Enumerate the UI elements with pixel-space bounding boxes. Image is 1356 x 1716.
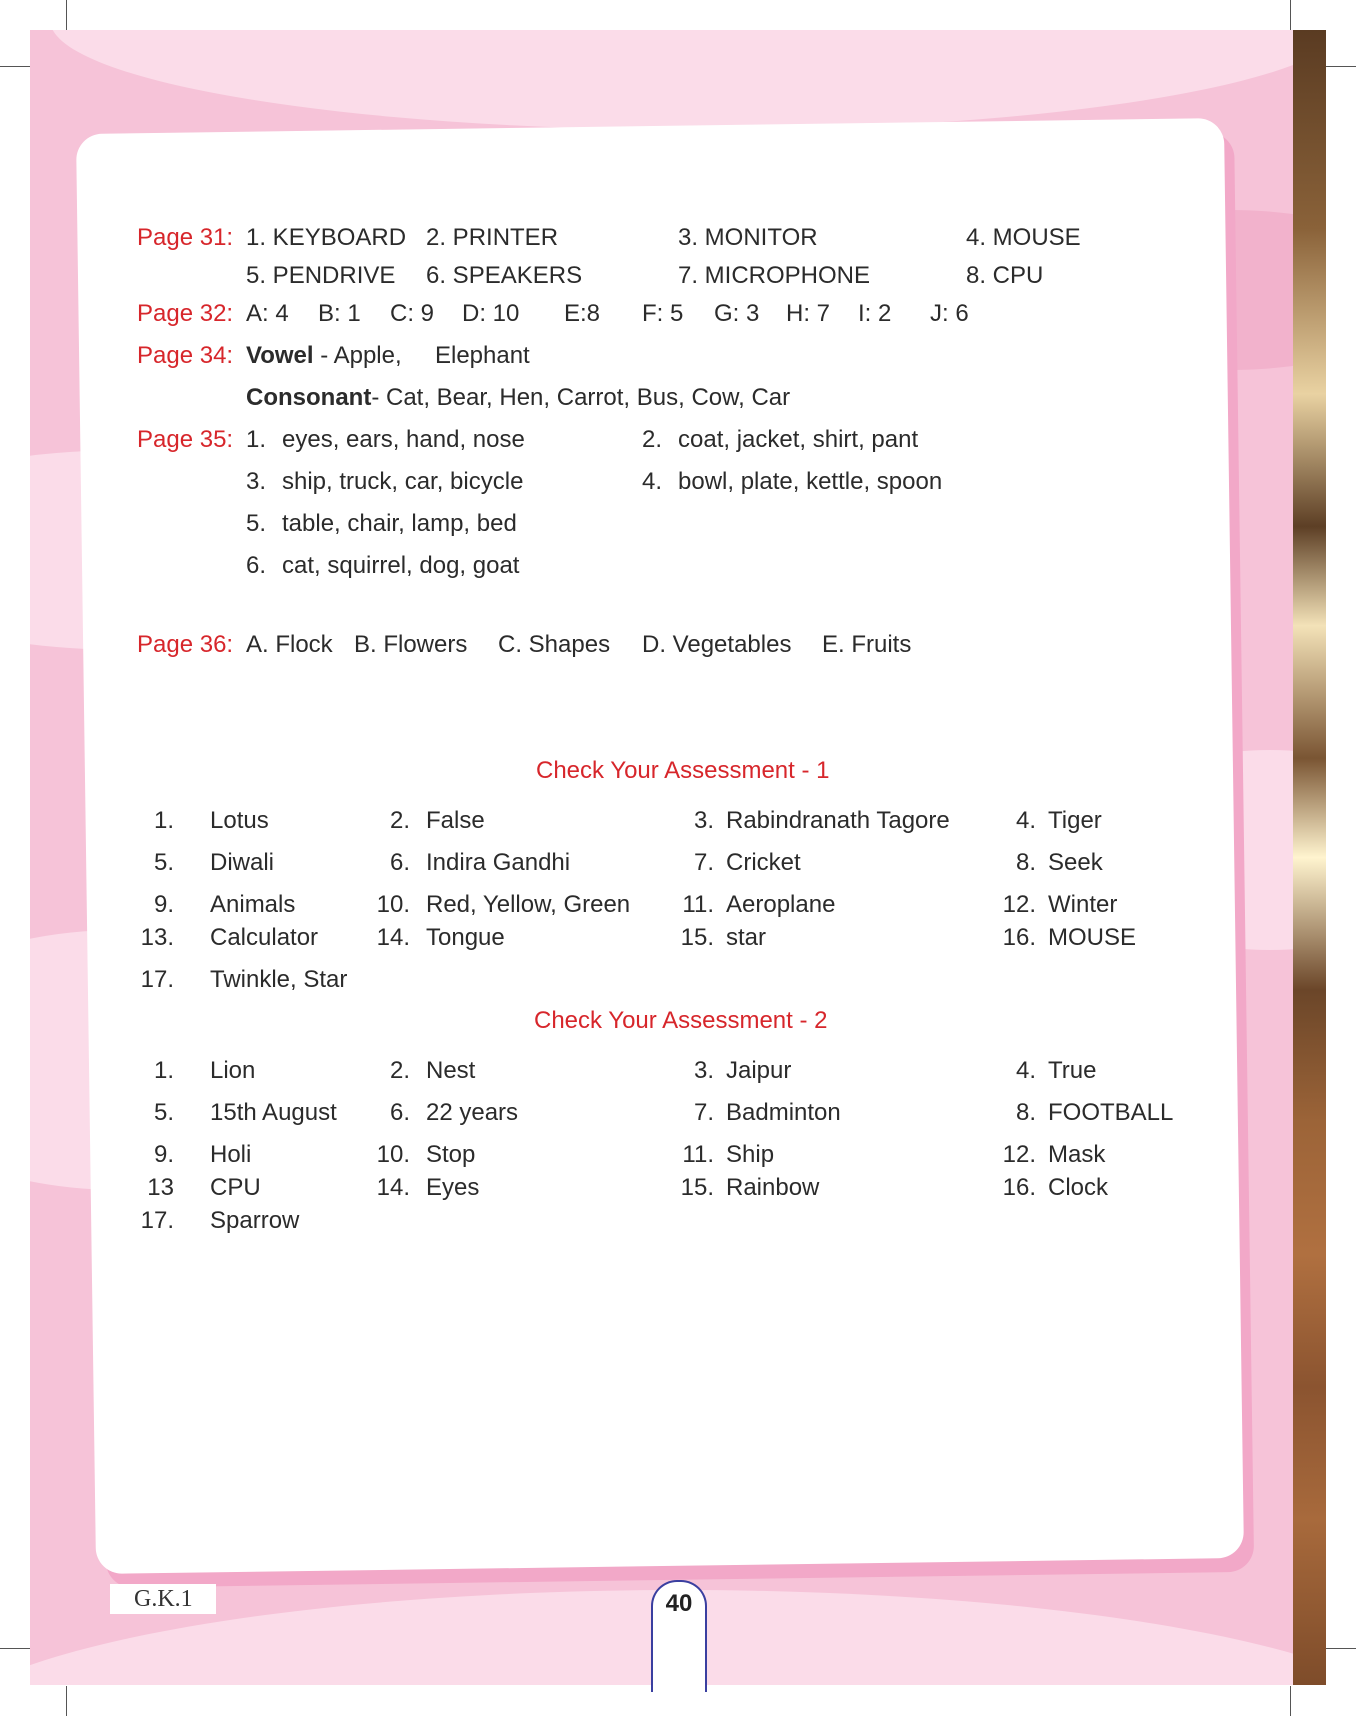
answer-item: 22 years [426,1099,519,1126]
item-number: 11. [682,891,714,918]
item-number: 2. [389,1057,410,1084]
answer-item: Badminton [726,1099,841,1126]
answer-item: Holi [210,1141,252,1168]
item-number: 1. [246,426,267,453]
item-number: 4. [642,468,663,495]
answer-item: Tiger [1048,807,1102,834]
answer-item: A: 4 [246,300,289,327]
answer-item: Stop [426,1141,476,1168]
answer-item: Tongue [426,924,505,951]
item-number: 2. [389,807,410,834]
answer-item: 6. SPEAKERS [426,262,583,289]
answer-item: Twinkle, Star [210,966,348,993]
consonant-line [246,383,790,413]
answer-item: Cricket [726,849,801,876]
item-number: 1. [153,807,174,834]
item-number: 15. [680,924,714,951]
answer-item: table, chair, lamp, bed [282,510,517,537]
answer-item: Eyes [426,1174,480,1201]
answer-item: Animals [210,891,296,918]
page-number: 40 [651,1580,707,1692]
answer-item: True [1048,1057,1097,1084]
answer-item: 4. MOUSE [966,224,1081,251]
answer-item: 2. PRINTER [426,224,559,251]
item-number: 7. [693,1099,714,1126]
answer-item: 8. CPU [966,262,1044,289]
answer-item: Clock [1048,1174,1109,1201]
answer-item: cat, squirrel, dog, goat [282,552,520,579]
answer-item: Lion [210,1057,256,1084]
answer-item: H: 7 [786,300,831,327]
item-number: 8. [1015,849,1036,876]
item-number: 2. [642,426,663,453]
item-number: 12. [1002,891,1036,918]
answer-item: Sparrow [210,1207,300,1234]
answer-item: Ship [726,1141,775,1168]
answer-item: I: 2 [858,300,892,327]
section-heading: Check Your Assessment - 1 [536,757,830,784]
answer-item: bowl, plate, kettle, spoon [678,468,943,495]
item-number: 17. [140,966,174,993]
answer-item: J: 6 [930,300,969,327]
item-number: 3. [693,807,714,834]
item-number: 16. [1002,1174,1036,1201]
item-number: 9. [153,1141,174,1168]
item-number: 8. [1015,1099,1036,1126]
item-number: 4. [1015,1057,1036,1084]
page-label: Page 36: [137,631,234,658]
answer-item: False [426,807,485,834]
item-number: 16. [1002,924,1036,951]
item-number: 6. [389,1099,410,1126]
item-number: 10. [376,891,410,918]
answer-item: Red, Yellow, Green [426,891,631,918]
answer-item: 3. MONITOR [678,224,818,251]
page-label: Page 31: [137,224,234,251]
answer-item: E:8 [564,300,601,327]
vowel-line [246,341,530,371]
answer-item: G: 3 [714,300,760,327]
page-label: Page 32: [137,300,234,327]
item-number: 5. [246,510,267,537]
answer-item: C. Shapes [498,631,611,658]
item-number: 7. [693,849,714,876]
answer-item: D. Vegetables [642,631,792,658]
answer-item: CPU [210,1174,261,1201]
item-number: 6. [246,552,267,579]
answer-item: B. Flowers [354,631,468,658]
item-number: 13. [140,924,174,951]
answer-item: B: 1 [318,300,361,327]
answer-item: star [726,924,767,951]
vowel-words: - Apple, Elephant [313,342,530,369]
section-heading: Check Your Assessment - 2 [534,1007,828,1034]
item-number: 3. [246,468,267,495]
item-number: 1. [153,1057,174,1084]
item-number: 5. [153,849,174,876]
item-number: 11. [682,1141,714,1168]
item-number: 17. [140,1207,174,1234]
consonant-words: - Cat, Bear, Hen, Carrot, Bus, Cow, Car [371,384,791,411]
item-number: 6. [389,849,410,876]
answer-item: E. Fruits [822,631,912,658]
answer-item: Lotus [210,807,269,834]
answer-item: ship, truck, car, bicycle [282,468,524,495]
answer-item: A. Flock [246,631,333,658]
answer-item: Mask [1048,1141,1106,1168]
answer-item: Seek [1048,849,1103,876]
answer-item: eyes, ears, hand, nose [282,426,525,453]
answer-item: Rainbow [726,1174,820,1201]
item-number: 9. [153,891,174,918]
answer-item: F: 5 [642,300,684,327]
answer-item: C: 9 [390,300,435,327]
item-number: 14. [376,1174,410,1201]
item-number: 5. [153,1099,174,1126]
answer-item: Winter [1048,891,1118,918]
book-title: G.K.1 [110,1584,216,1614]
item-number: 13 [147,1174,174,1201]
answer-item: FOOTBALL [1048,1099,1174,1126]
answer-item: 15th August [210,1099,337,1126]
answer-item: Calculator [210,924,319,951]
consonant-label: Consonant [246,384,372,411]
answer-item: Indira Gandhi [426,849,571,876]
item-number: 10. [376,1141,410,1168]
answer-item: Jaipur [726,1057,792,1084]
answer-item: D: 10 [462,300,520,327]
answer-item: 5. PENDRIVE [246,262,396,289]
answer-item: 7. MICROPHONE [678,262,871,289]
item-number: 3. [693,1057,714,1084]
item-number: 4. [1015,807,1036,834]
vowel-label: Vowel [246,342,314,369]
answer-item: MOUSE [1048,924,1137,951]
answer-item: coat, jacket, shirt, pant [678,426,919,453]
item-number: 15. [680,1174,714,1201]
answer-item: Aeroplane [726,891,836,918]
page-label: Page 35: [137,426,234,453]
item-number: 14. [376,924,410,951]
answer-item: Rabindranath Tagore [726,807,950,834]
page-label: Page 34: [137,342,234,369]
item-number: 12. [1002,1141,1036,1168]
answer-item: Nest [426,1057,476,1084]
answer-item: Diwali [210,849,275,876]
answer-item: 1. KEYBOARD [246,224,407,251]
